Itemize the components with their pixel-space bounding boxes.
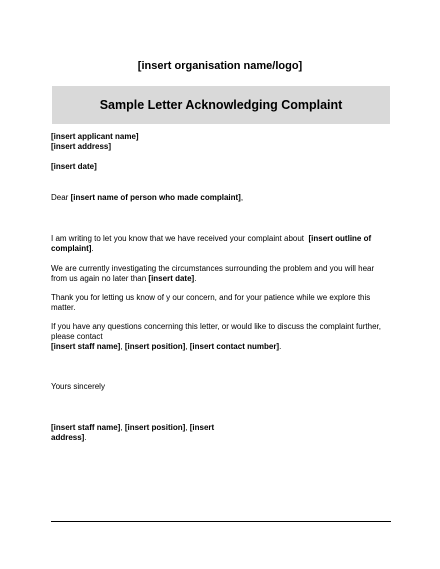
salutation-suffix: , (240, 193, 244, 202)
letter-date-field: [insert date] (51, 162, 97, 171)
signature-address-field: [insert address] (51, 423, 215, 442)
recipient-block (51, 132, 391, 152)
signature-position-field: [insert position] (124, 423, 186, 432)
paragraph-1-end: . (91, 244, 94, 253)
letter-title: Sample Letter Acknowledging Complaint (99, 98, 343, 112)
contact-number-field: [insert contact number] (189, 342, 280, 351)
signature-end: . (84, 433, 87, 442)
organisation-placeholder: [insert organisation name/logo] (137, 60, 303, 72)
sep-1: , (120, 342, 123, 351)
paragraph-1-text: I am writing to let you know that we have received your complaint about (51, 234, 305, 243)
response-date-field: [insert date] (148, 274, 195, 283)
paragraph-3-text: Thank you for letting us know of y our concern, and for your patience while we explore this matter. (51, 293, 371, 312)
paragraph-2-end: . (194, 274, 197, 283)
footer-rule (51, 521, 391, 522)
signature-staff-name-field: [insert staff name] (51, 423, 121, 432)
sep-2: , (185, 342, 188, 351)
date-block (51, 162, 391, 172)
sig-sep-1: , (120, 423, 123, 432)
applicant-name-field: [insert applicant name] (51, 132, 139, 141)
paragraph-investigation (51, 264, 391, 284)
closing-text: Yours sincerely (51, 382, 105, 391)
contact-staff-name-field: [insert staff name] (51, 342, 121, 351)
salutation-prefix: Dear (51, 193, 69, 202)
closing (51, 382, 391, 392)
signature-block (51, 423, 226, 443)
paragraph-2-text: We are currently investigating the circumstances surrounding the problem and you will hear from us again no later than (51, 264, 375, 283)
contact-position-field: [insert position] (124, 342, 186, 351)
complainant-name-field: [insert name of person who made complaint] (70, 193, 241, 202)
complaint-outline-field: [insert outline of complaint] (51, 234, 372, 253)
paragraph-thank-you (51, 293, 391, 313)
paragraph-complaint-received (51, 234, 391, 254)
salutation (51, 193, 391, 203)
applicant-address-field: [insert address] (51, 142, 112, 151)
sig-sep-2: , (185, 423, 188, 432)
paragraph-4-end: . (279, 342, 282, 351)
title-band (52, 86, 390, 124)
paragraph-4-text: If you have any questions concerning this letter, or would like to discuss the complaint further, please contact (51, 322, 381, 341)
paragraph-contact (51, 322, 391, 352)
